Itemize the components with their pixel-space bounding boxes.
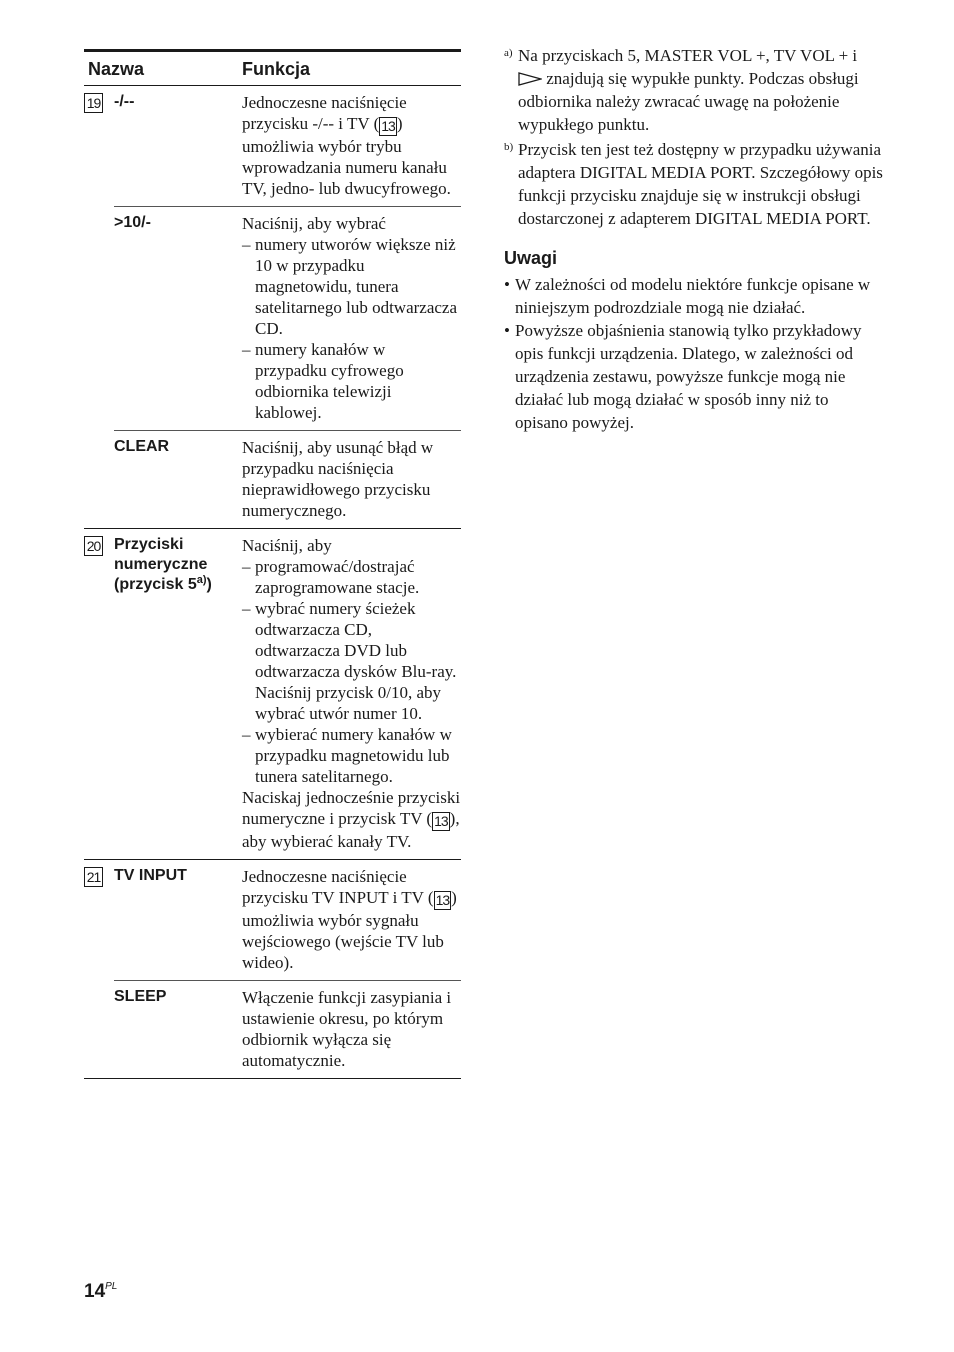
button-function: Naciśnij, aby usunąć błąd w przypadku naciśnięcia nieprawidłowego przycisku numerycznego.	[242, 431, 461, 529]
button-name	[114, 529, 242, 860]
page-number: 14	[84, 1281, 106, 1302]
button-name-text: )	[206, 576, 212, 593]
notes-column	[504, 44, 884, 434]
list-item: – numery kanałów w przypadku cyfrowego odbiornika telewizji kablowej.	[242, 339, 461, 423]
button-function	[242, 529, 461, 860]
button-function	[242, 860, 461, 981]
button-name-text: Przyciski numeryczne (przycisk 5	[114, 536, 208, 593]
function-text: ) umożliwia wybór sygnału wejściowego (wejście TV lub wideo).	[242, 888, 457, 972]
play-triangle-icon	[518, 72, 542, 86]
function-text: ) umożliwia wybór trybu wprowadzania numeru kanału TV, jedno- lub dwucyfrowego.	[242, 114, 451, 198]
table-row	[84, 86, 461, 207]
header-name: Nazwa	[84, 51, 242, 86]
header-function: Funkcja	[242, 51, 461, 86]
item-ref-13: 13	[381, 118, 395, 134]
function-text: Jednoczesne naciśnięcie przycisku -/-- i TV (	[242, 93, 407, 133]
footnote-b	[504, 138, 884, 230]
item-number-21: 21	[84, 867, 103, 887]
button-function	[242, 86, 461, 207]
notes-list	[504, 273, 884, 434]
button-name: SLEEP	[114, 981, 242, 1079]
footnote-text: Na przyciskach 5, MASTER VOL +, TV VOL + i	[518, 46, 858, 65]
footnote-ref: a)	[196, 574, 207, 586]
item-number-20: 20	[84, 536, 103, 556]
function-text: Naciskaj jednocześnie przyciski numeryczne i przycisk TV (	[242, 788, 461, 828]
button-name: CLEAR	[114, 431, 242, 529]
list-item: – numery utworów większe niż 10 w przypadku magnetowidu, tunera satelitarnego lub odtwarzacza CD.	[242, 234, 461, 339]
list-item: • Powyższe objaśnienia stanowią tylko przykładowy opis funkcji urządzenia. Dlatego, w zależności od urządzenia zestawu, powyższe funkcje mogą nie działać lub mogą działać w sposób inny niż to opisano powyżej.	[504, 319, 884, 434]
footnote-mark: b)	[504, 141, 514, 153]
function-text: ), aby wybierać kanały TV.	[242, 809, 460, 851]
table-row	[84, 431, 461, 529]
item-ref-13: 13	[435, 892, 450, 908]
button-name: -/--	[114, 86, 242, 207]
table-row	[84, 981, 461, 1079]
footnote-text: znajdują się wypukłe punkty. Podczas obsługi odbiornika należy zwracać uwagę na położenie wypukłego punktu.	[518, 69, 859, 134]
list-item: • W zależności od modelu niektóre funkcje opisane w niniejszym podrozdziale mogą nie działać.	[504, 273, 884, 319]
button-name: TV INPUT	[114, 860, 242, 981]
function-table	[84, 49, 461, 1079]
function-intro: Naciśnij, aby wybrać	[242, 214, 386, 233]
button-function	[242, 207, 461, 431]
footnote-text: Przycisk ten jest też dostępny w przypadku używania adaptera DIGITAL MEDIA PORT. Szczegółowy opis funkcji przycisku znajduje się w instrukcji obsługi dostarczonej z adapterem DIGITAL MEDIA PORT.	[518, 140, 883, 228]
table-row	[84, 529, 461, 860]
footnote-a	[504, 44, 884, 136]
function-list	[242, 234, 461, 423]
function-outro	[242, 787, 461, 852]
page-footer	[84, 1281, 117, 1303]
list-item: – wybierać numery kanałów w przypadku magnetowidu lub tunera satelitarnego.	[242, 724, 461, 787]
function-list	[242, 556, 461, 787]
function-text: Jednoczesne naciśnięcie przycisku TV INPUT i TV (	[242, 867, 434, 907]
footnote-mark: a)	[504, 47, 513, 59]
list-item: – wybrać numery ścieżek odtwarzacza CD, odtwarzacza DVD lub odtwarzacza dysków Blu-ray. Naciśnij przycisk 0/10, aby wybrać utwór numer 10.	[242, 598, 461, 724]
item-number-19: 19	[84, 93, 103, 113]
table-header-row	[84, 51, 461, 86]
button-function: Włączenie funkcji zasypiania i ustawienie okresu, po którym odbiornik wyłącza się automatycznie.	[242, 981, 461, 1079]
button-name: >10/-	[114, 207, 242, 431]
list-item: – programować/dostrajać zaprogramowane stacje.	[242, 556, 461, 598]
table-row	[84, 207, 461, 431]
function-intro: Naciśnij, aby	[242, 536, 332, 555]
item-ref-13: 13	[434, 813, 448, 829]
notes-heading: Uwagi	[504, 248, 558, 268]
page-language: PL	[105, 1281, 118, 1292]
table-row	[84, 860, 461, 981]
